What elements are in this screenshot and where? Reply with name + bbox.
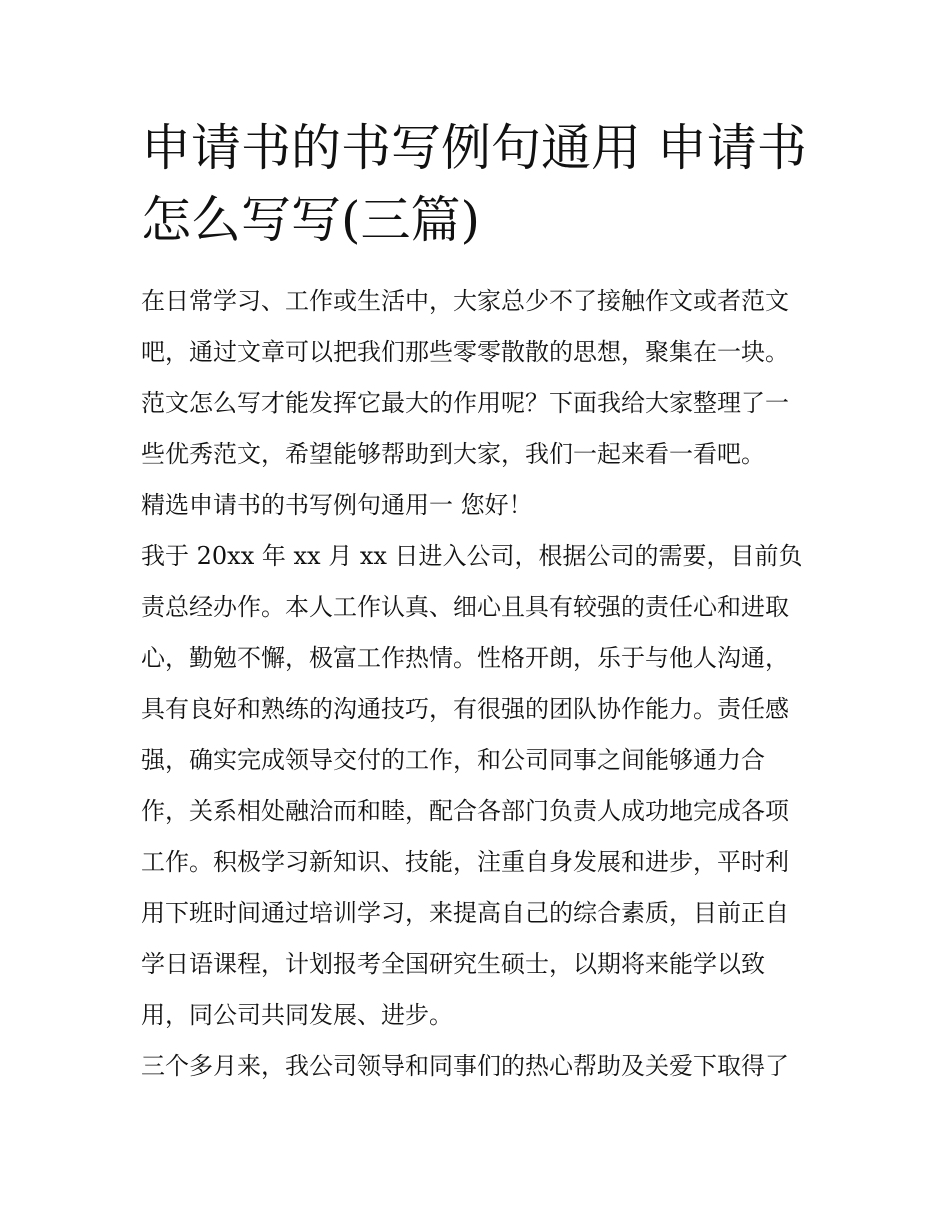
document-body (141, 276, 821, 1092)
body-line: 学日语课程，计划报考全国研究生硕士，以期将来能学以致 (141, 950, 765, 978)
body-line: 责总经办作。本人工作认真、细心且具有较强的责任心和进取 (141, 593, 789, 621)
body-line: 范文怎么写才能发挥它最大的作用呢？下面我给大家整理了一 (141, 389, 789, 417)
title-line-2: 怎么写写(三篇) (141, 191, 481, 249)
body-line: 具有良好和熟练的沟通技巧，有很强的团队协作能力。责任感 (141, 695, 789, 723)
title-line-1: 申请书的书写例句通用 申请书 (141, 119, 807, 177)
body-line: 在日常学习、工作或生活中，大家总少不了接触作文或者范文 (141, 287, 789, 315)
body-line: 吧，通过文章可以把我们那些零零散散的思想，聚集在一块。 (141, 338, 789, 366)
document-title (141, 112, 821, 256)
section-heading-line: 精选申请书的书写例句通用一 您好！ (141, 491, 533, 519)
body-line: 三个多月来，我公司领导和同事们的热心帮助及关爱下取得了 (141, 1052, 789, 1080)
body-line: 强，确实完成领导交付的工作，和公司同事之间能够通力合 (141, 746, 765, 774)
body-line: 工作。积极学习新知识、技能，注重自身发展和进步，平时利 (141, 848, 789, 876)
body-line: 心，勤勉不懈，极富工作热情。性格开朗，乐于与他人沟通， (141, 644, 789, 672)
body-line: 用，同公司共同发展、进步。 (141, 1001, 453, 1029)
body-line: 些优秀范文，希望能够帮助到大家，我们一起来看一看吧。 (141, 440, 765, 468)
body-line: 我于 20xx 年 xx 月 xx 日进入公司，根据公司的需要，目前负 (141, 542, 803, 570)
body-line: 作，关系相处融洽而和睦，配合各部门负责人成功地完成各项 (141, 797, 789, 825)
body-line: 用下班时间通过培训学习，来提高自己的综合素质，目前正自 (141, 899, 789, 927)
